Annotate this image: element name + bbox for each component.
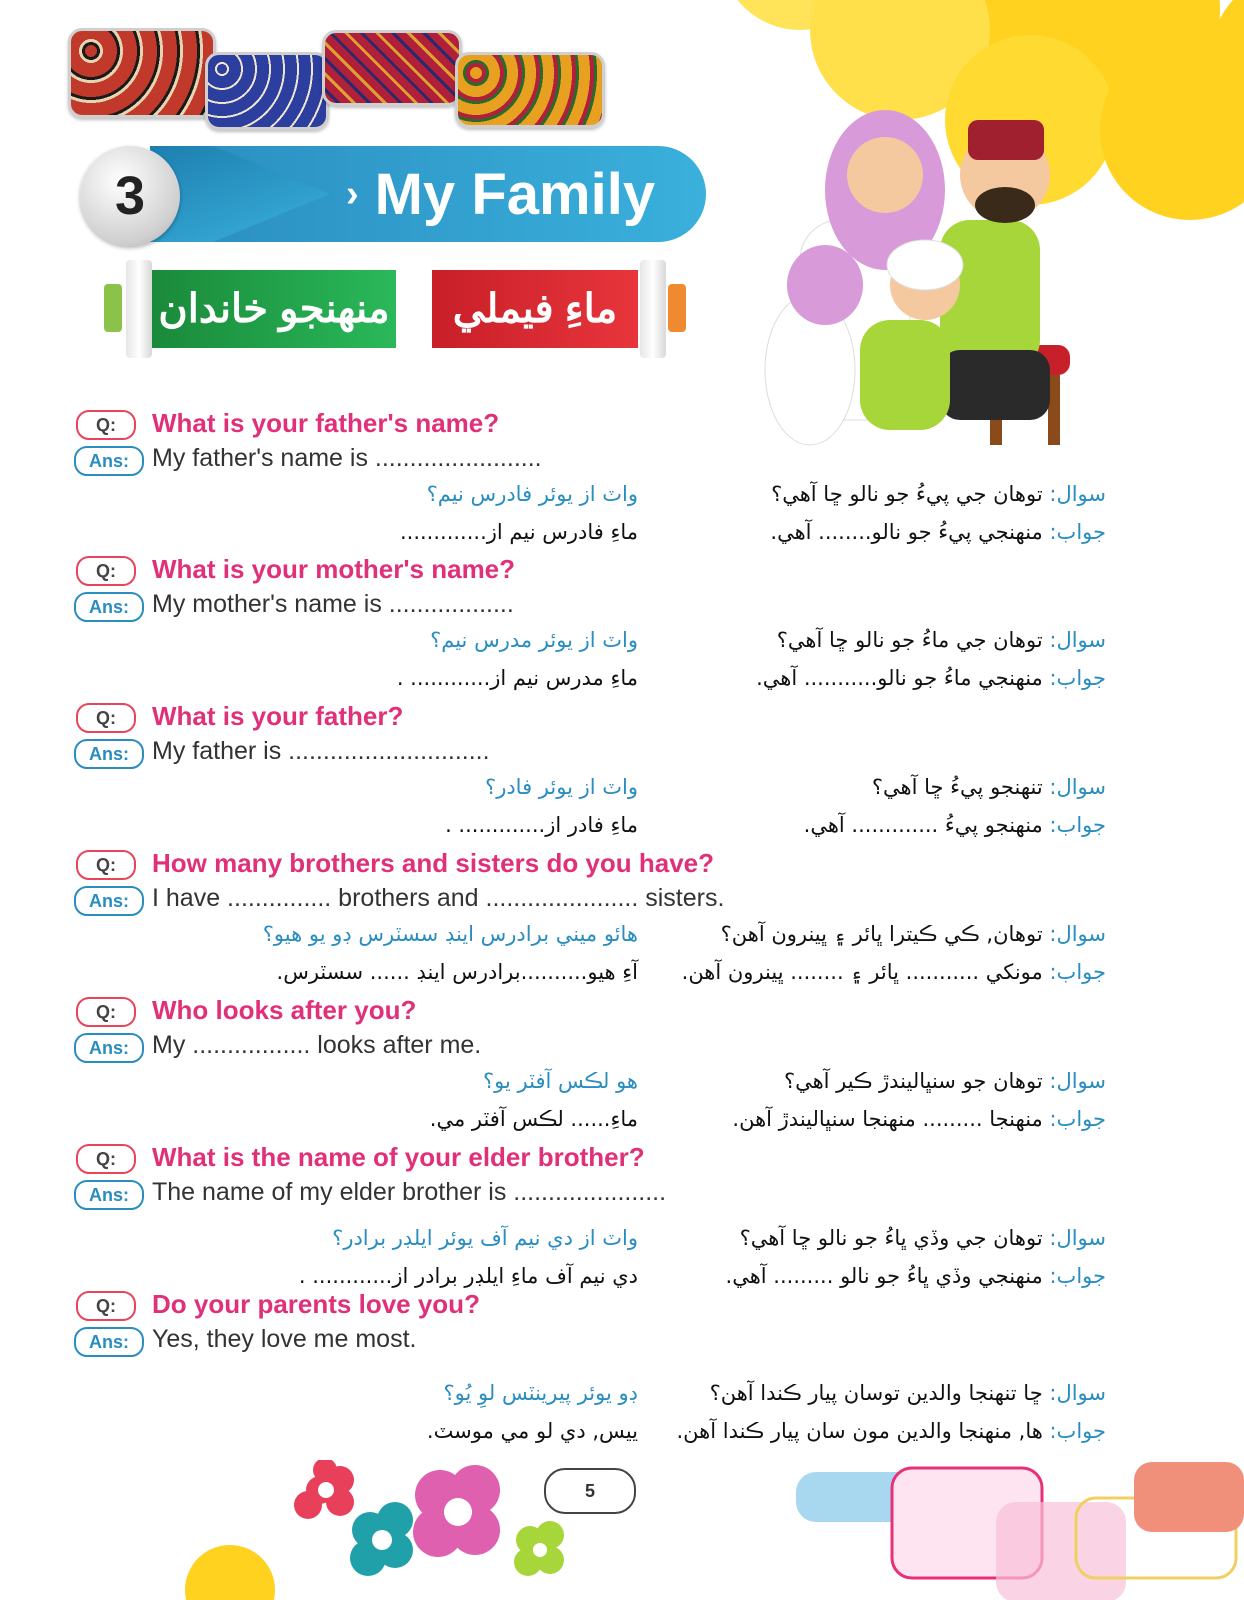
ajrak-pattern-tile: [68, 28, 216, 118]
answer-mark-label: Ans:: [74, 1180, 144, 1210]
sawal-label: سوال:: [1049, 482, 1106, 506]
translit-answer: ماءِ فادر از............. .: [445, 813, 638, 837]
question-mark-label: Q:: [76, 1291, 136, 1321]
sindhi-question: [710, 1381, 1106, 1405]
answer-text: My father's name is ........................: [152, 444, 542, 472]
sindhi-question: [740, 1226, 1106, 1250]
ajrak-pattern-tile: [455, 52, 605, 128]
answer-mark-label: Ans:: [74, 446, 144, 476]
sindhi-question: [771, 482, 1106, 506]
shapes-decoration: [796, 1462, 1244, 1600]
translit-answer: آءِ هيو..........برادرس اينڊ ...... سسٽرس.: [276, 960, 638, 984]
question-mark-label: Q:: [76, 703, 136, 733]
sindhi-answer-text: ها, منهنجا والدين مون سان پيار ڪندا آهن.: [676, 1419, 1043, 1443]
translit-answer: ماءِ...... لڪس آفٽر مي.: [429, 1107, 638, 1131]
label-nub: [668, 284, 686, 332]
translit-answer: دي نيم آف ماءِ ايلڊر برادر از............ .: [298, 1264, 638, 1288]
translit-question: واٽ از يوئر فادر؟: [485, 775, 638, 799]
answer-mark-label: Ans:: [74, 739, 144, 769]
answer-mark-label: Ans:: [74, 1327, 144, 1357]
jawab-label: جواب:: [1049, 1107, 1106, 1131]
sindhi-answer: [756, 666, 1106, 690]
sindhi-question: [721, 922, 1106, 946]
question-text: Do your parents love you?: [152, 1289, 480, 1319]
translit-question: هو لڪس آفٽر يو؟: [483, 1069, 638, 1093]
answer-mark-label: Ans:: [74, 592, 144, 622]
question-mark-label: Q:: [76, 556, 136, 586]
sawal-label: سوال:: [1049, 628, 1106, 652]
question-mark-label: Q:: [76, 410, 136, 440]
sindhi-question: [777, 628, 1106, 652]
sindhi-question: [872, 775, 1106, 799]
ajrak-pattern-tile: [322, 30, 462, 106]
sindhi-answer: [676, 1419, 1106, 1443]
answer-mark-label: Ans:: [74, 886, 144, 916]
jawab-label: جواب:: [1049, 520, 1106, 544]
sawal-label: سوال:: [1049, 922, 1106, 946]
sindhi-question-text: توهان جي پيءُ جو نالو ڇا آهي؟: [771, 482, 1043, 506]
question-mark-label: Q:: [76, 1144, 136, 1174]
sindhi-answer: [770, 520, 1106, 544]
chapter-number: 3: [80, 146, 180, 246]
jawab-label: جواب:: [1049, 1264, 1106, 1288]
sawal-label: سوال:: [1049, 1381, 1106, 1405]
sindhi-answer: [726, 1264, 1106, 1288]
sindhi-question-text: ڇا تنهنجا والدين توسان پيار ڪندا آهن؟: [709, 1381, 1043, 1405]
translit-answer: ييس, دي لو مي موسٽ.: [426, 1419, 638, 1443]
translit-question: واٽ از دي نيم آف يوئر ايلڊر برادر؟: [332, 1226, 638, 1250]
sindhi-answer-text: منهنجو پيءُ ............. آهي.: [803, 813, 1043, 837]
translit-question: هائو ميني برادرس اينڊ سسٽرس ڊو يو هيو؟: [262, 922, 638, 946]
translit-question: واٽ از يوئر فادرس نيم؟: [426, 482, 638, 506]
answer-text: My mother's name is ..................: [152, 590, 514, 618]
question-mark-label: Q:: [76, 850, 136, 880]
sawal-label: سوال:: [1049, 1069, 1106, 1093]
sindhi-question-text: توهان جي وڏي ڀاءُ جو نالو ڇا آهي؟: [739, 1226, 1043, 1250]
label-nub: [104, 284, 122, 332]
label-cap: [126, 260, 152, 358]
translit-question: واٽ از يوئر مدرس نيم؟: [430, 628, 638, 652]
answer-text: Yes, they love me most.: [152, 1325, 417, 1353]
sindhi-question-text: تنهنجو پيءُ ڇا آهي؟: [871, 775, 1043, 799]
sindhi-question-text: توهان, ڪي ڪيترا ڀائر ۽ ڀينرون آهن؟: [720, 922, 1043, 946]
answer-text: My father is .............................: [152, 737, 490, 765]
answer-text: I have ............... brothers and ...................... sisters.: [152, 884, 725, 912]
answer-text: My ................. looks after me.: [152, 1031, 482, 1059]
sindhi-answer: [804, 813, 1106, 837]
question-text: What is your father?: [152, 701, 404, 731]
answer-mark-label: Ans:: [74, 1033, 144, 1063]
family-illustration: [740, 100, 1080, 470]
sindhi-answer: [682, 960, 1106, 984]
sindhi-answer-text: منهنجي ماءُ جو نالو........... آهي.: [756, 666, 1043, 690]
jawab-label: جواب:: [1049, 960, 1106, 984]
question-mark-label: Q:: [76, 997, 136, 1027]
sawal-label: سوال:: [1049, 1226, 1106, 1250]
translit-answer: ماءِ مدرس نيم از............ .: [396, 666, 638, 690]
flowers-decoration: [170, 1460, 590, 1600]
question-text: Who looks after you?: [152, 995, 417, 1025]
chevron-right-icon: ›: [346, 172, 359, 215]
sindhi-answer-text: منهنجي وڏي ڀاءُ جو نالو ......... آهي.: [725, 1264, 1043, 1288]
label-cap: [640, 260, 666, 358]
sindhi-translit-label: ماءِ فيملي: [432, 270, 638, 348]
sindhi-answer-text: مونکي ........... ڀائر ۽ ........ ڀينرون آهن.: [681, 960, 1043, 984]
sindhi-question-text: توهان جي ماءُ جو نالو ڇا آهي؟: [776, 628, 1043, 652]
question-text: What is your father's name?: [152, 408, 500, 438]
jawab-label: جواب:: [1049, 813, 1106, 837]
question-text: How many brothers and sisters do you have?: [152, 848, 715, 878]
answer-text: The name of my elder brother is ......................: [152, 1178, 667, 1206]
chapter-title-wrap: [346, 150, 655, 238]
sindhi-answer-text: منهنجي پيءُ جو نالو........ آهي.: [770, 520, 1043, 544]
sindhi-answer-text: منهنجا ......... منهنجا سنڀاليندڙ آهن.: [732, 1107, 1043, 1131]
sindhi-title-label: منهنجو خاندان: [152, 270, 396, 348]
sindhi-question-text: توهان جو سنڀاليندڙ ڪير آهي؟: [783, 1069, 1043, 1093]
translit-answer: ماءِ فادرس نيم از.............: [399, 520, 638, 544]
page-number: 5: [544, 1468, 636, 1514]
question-text: What is the name of your elder brother?: [152, 1142, 645, 1172]
translit-question: ڊو يوئر پيرينٽس لوِ يُو؟: [443, 1381, 638, 1405]
jawab-label: جواب:: [1049, 666, 1106, 690]
ajrak-pattern-tile: [205, 52, 329, 130]
sindhi-answer: [732, 1107, 1106, 1131]
jawab-label: جواب:: [1049, 1419, 1106, 1443]
chapter-title: My Family: [374, 161, 656, 227]
sindhi-question: [784, 1069, 1106, 1093]
question-text: What is your mother's name?: [152, 554, 516, 584]
sawal-label: سوال:: [1049, 775, 1106, 799]
